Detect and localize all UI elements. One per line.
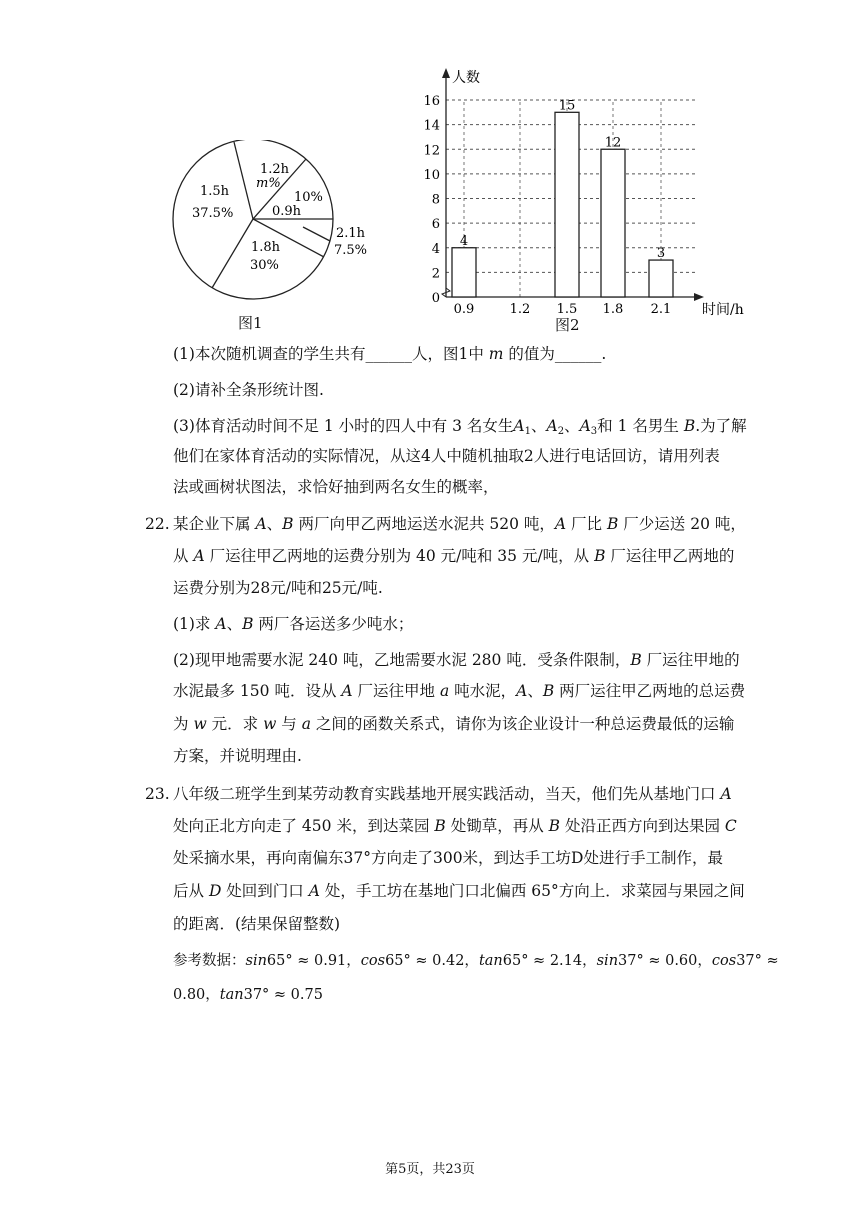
q21-part1: (1)本次随机调查的学生共有______人，图1中 m 的值为______. <box>173 345 607 363</box>
pie-label-30: 30% <box>250 258 279 273</box>
pie-label-m-percent: m% <box>256 176 281 191</box>
x-tick-label: 1.8 <box>602 302 624 317</box>
y-tick-label: 2 <box>431 266 440 282</box>
q23-line4: 后从 D 处回到门口 A 处，手工坊在基地门口北偏西 65°方向上．求菜园与果园之间 <box>173 882 745 900</box>
q21-part2: (2)请补全条形统计图. <box>173 381 324 399</box>
bar-value-label: 12 <box>604 135 622 151</box>
q23-number: 23. <box>145 785 170 803</box>
q22-line8: 方案，并说明理由. <box>173 747 302 765</box>
q22-number: 22. <box>145 515 170 533</box>
bar-caption: 图2 <box>555 316 580 334</box>
bar-value-label: 4 <box>459 233 469 249</box>
q21-part3-line3: 法或画树状图法，求恰好抽到两名女生的概率， <box>173 478 499 496</box>
q23-reference-line2: 0.80，tan37° ≈ 0.75 <box>173 987 323 1003</box>
x-axis-label: 时间/h <box>702 302 744 318</box>
x-tick-label: 0.9 <box>453 302 475 317</box>
q21-part3-line2: 他们在家体育活动的实际情况，从这4人中随机抽取2人进行电话回访，请用列表 <box>173 447 720 465</box>
q23-line2: 处向正北方向走了 450 米，到达菜园 B 处锄草，再从 B 处沿正西方向到达果园 C <box>173 817 737 835</box>
q22-line1: 某企业下属 A、B 两厂向甲乙两地运送水泥共 520 吨，A 厂比 B 厂少运送 20 吨， <box>173 515 746 533</box>
q22-line3: 运费分别为28元/吨和25元/吨. <box>173 579 383 597</box>
bar-1.5 <box>555 112 579 297</box>
pie-label-0.9h: 0.9h <box>272 204 302 219</box>
q23-line1: 八年级二班学生到某劳动教育实践基地开展实践活动，当天，他们先从基地门口 A <box>173 785 732 803</box>
pie-leader-line <box>303 227 330 241</box>
q23-line5: 的距离．(结果保留整数) <box>173 915 341 933</box>
q22-line5: (2)现甲地需要水泥 240 吨，乙地需要水泥 280 吨．受条件限制，B 厂运往甲地的 <box>173 651 740 669</box>
q23-line3: 处采摘水果，再向南偏东37°方向走了300米，到达手工坊D处进行手工制作，最 <box>173 849 723 867</box>
pie-label-1.2h: 1.2h <box>260 162 290 177</box>
pie-label-1.8h: 1.8h <box>251 240 281 255</box>
bar-chart-figure-2 <box>410 64 760 336</box>
y-tick-label: 6 <box>431 217 440 233</box>
y-tick-label: 14 <box>423 118 440 134</box>
bar-value-label: 15 <box>558 98 576 114</box>
pie-label-10: 10% <box>294 190 323 205</box>
x-tick-label: 2.1 <box>650 302 672 317</box>
page-footer: 第5页，共23页 <box>385 1162 475 1177</box>
pie-label-1.5h: 1.5h <box>200 184 230 199</box>
q22-line7: 为 w 元．求 w 与 a 之间的函数关系式，请你为该企业设计一种总运费最低的运输 <box>173 715 735 733</box>
bar-2.1 <box>649 260 673 297</box>
y-tick-label: 4 <box>431 241 440 257</box>
q23-reference-line1: 参考数据：sin65° ≈ 0.91，cos65° ≈ 0.42，tan65° ≈ 2.14，sin37° ≈ 0.60，cos37° ≈ <box>173 953 779 969</box>
y-tick-label: 16 <box>423 94 440 109</box>
bar-1.8 <box>601 149 625 297</box>
bar-0.9 <box>452 248 476 297</box>
q22-line4: (1)求 A、B 两厂各运送多少吨水； <box>173 615 414 633</box>
y-tick-label: 0 <box>431 291 440 306</box>
y-tick-label: 12 <box>423 143 440 159</box>
pie-label-37.5: 37.5% <box>192 206 234 221</box>
pie-label-7.5: 7.5% <box>334 243 368 258</box>
y-tick-label: 10 <box>423 167 440 183</box>
x-tick-label: 1.5 <box>556 302 578 317</box>
q21-part3-line1: (3)体育活动时间不足 1 小时的四人中有 3 名女生$A_1$、$A_2$、$A_3$和 1 名男生 B.为了解 <box>173 417 747 437</box>
y-tick-label: 8 <box>431 192 440 208</box>
bar-value-label: 3 <box>656 246 666 262</box>
x-tick-label: 1.2 <box>509 302 531 317</box>
q22-line6: 水泥最多 150 吨．设从 A 厂运往甲地 a 吨水泥，A、B 两厂运往甲乙两地的总运费 <box>173 682 746 700</box>
pie-chart-figure-1 <box>170 140 370 300</box>
x-axis-arrow <box>694 293 704 301</box>
pie-divider-18-15 <box>212 219 253 288</box>
pie-label-2.1h: 2.1h <box>336 226 366 241</box>
pie-caption: 图1 <box>238 314 263 332</box>
y-axis-label: 人数 <box>452 70 480 86</box>
pie-divider-15-12 <box>234 142 253 219</box>
q22-line2: 从 A 厂运往甲乙两地的运费分别为 40 元/吨和 35 元/吨，从 B 厂运往甲乙两地的 <box>173 547 735 565</box>
y-axis-arrow <box>442 68 450 78</box>
